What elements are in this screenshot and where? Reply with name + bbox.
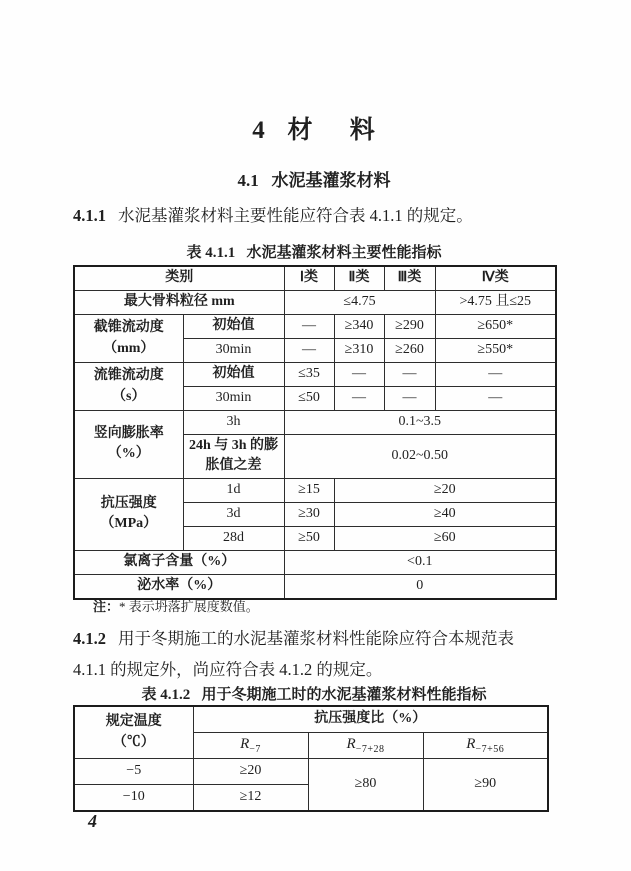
expansion-diff-value: 0.02~0.50 — [284, 435, 556, 479]
table-footnote — [93, 596, 259, 615]
clause-4-1-2 — [73, 623, 555, 685]
table-row-funnel-flow-initial — [74, 363, 556, 387]
table-row-cone-flow-initial — [74, 315, 556, 339]
section-title: 4.1 水泥基灌浆材料 — [237, 171, 391, 190]
max-aggregate-value-1-3: ≤4.75 — [284, 291, 435, 315]
table-cell: ≥650* — [435, 315, 556, 339]
r-symbol: R — [466, 736, 476, 752]
table-cell: ≥30 — [284, 502, 334, 526]
expansion-3h-label: 3h — [183, 411, 284, 435]
strength-28d-label: 28d — [183, 526, 284, 550]
footnote-text: * 表示坍落扩展度数值。 — [119, 599, 259, 614]
r-minus7-header — [193, 733, 308, 759]
expansion-diff-label — [183, 435, 284, 479]
clause-4-1-2-number: 4.1.2 — [73, 629, 106, 648]
table-row-header — [74, 706, 548, 733]
table-row-chloride — [74, 550, 556, 574]
header-class-2: Ⅱ类 — [334, 266, 384, 291]
table-cell: — — [384, 387, 435, 411]
strength-label — [74, 478, 183, 550]
table-4-1-1-caption: 表 4.1.1 水泥基灌浆材料主要性能指标 — [186, 245, 442, 261]
clause-4-1-1-text: 水泥基灌浆材料主要性能应符合表 4.1.1 的规定。 — [118, 206, 473, 225]
cone-flow-label — [74, 315, 183, 363]
header-class-4: Ⅳ类 — [435, 266, 556, 291]
strength-label-line2: （MPa） — [100, 516, 158, 532]
header-class-1: Ⅰ类 — [284, 266, 334, 291]
clause-4-1-1 — [73, 203, 555, 228]
table-cell: ≥15 — [284, 478, 334, 502]
chloride-value: <0.1 — [284, 550, 556, 574]
table-cell: ≥60 — [334, 526, 556, 550]
table-cell: — — [284, 315, 334, 339]
table-cell: ≥40 — [334, 502, 556, 526]
strength-label-line1: 抗压强度 — [100, 495, 157, 511]
table-cell: ≥50 — [284, 526, 334, 550]
clause-4-1-2-line1 — [73, 623, 555, 654]
table-4-1-1 — [73, 265, 557, 600]
funnel-flow-label — [74, 363, 183, 411]
header-class-3: Ⅲ类 — [384, 266, 435, 291]
temp-header — [74, 706, 193, 759]
temp-minus10: −10 — [74, 785, 193, 812]
temp-minus5: −5 — [74, 759, 193, 785]
table-row-strength-1d — [74, 478, 556, 502]
table-cell: ≤35 — [284, 363, 334, 387]
table-cell: ≥260 — [384, 339, 435, 363]
strength-3d-label: 3d — [183, 502, 284, 526]
temp-header-line2: （℃） — [112, 734, 155, 750]
table-cell: ≤50 — [284, 387, 334, 411]
funnel-flow-label-line1: 流锥流动度 — [93, 368, 164, 384]
table-cell: ≥340 — [334, 315, 384, 339]
r-subscript: −7 — [249, 744, 261, 755]
expansion-label-line2: （%） — [107, 446, 150, 462]
r-symbol: R — [240, 736, 250, 752]
expansion-diff-label-line1: 24h 与 3h 的膨 — [188, 438, 279, 453]
expansion-label-line1: 竖向膨胀率 — [93, 426, 164, 441]
table-4-1-2-caption: 表 4.1.2 用于冬期施工时的水泥基灌浆材料性能指标 — [141, 687, 487, 703]
funnel-flow-label-line2: （s） — [112, 388, 146, 404]
clause-4-1-2-text1: 用于冬期施工的水泥基灌浆材料性能除应符合本规范表 — [118, 629, 514, 648]
table-cell: ≥20 — [334, 478, 556, 502]
table-row-max-aggregate — [74, 291, 556, 315]
clause-4-1-2-line2: 4.1.1 的规定外，尚应符合表 4.1.2 的规定。 — [73, 660, 383, 679]
funnel-flow-initial-label: 初始值 — [183, 363, 284, 387]
table-4-1-2 — [73, 705, 549, 812]
expansion-3h-value: 0.1~3.5 — [284, 411, 556, 435]
header-category: 类别 — [74, 266, 284, 291]
chloride-label: 氯离子含量（%） — [74, 550, 284, 574]
table-cell: — — [435, 363, 556, 387]
cone-flow-30min-label: 30min — [183, 339, 284, 363]
table-cell: — — [334, 387, 384, 411]
table-cell: — — [334, 363, 384, 387]
max-aggregate-value-4: >4.75 且≤25 — [435, 291, 556, 315]
table-cell: — — [284, 339, 334, 363]
r-symbol: R — [346, 736, 356, 752]
page-content — [73, 0, 555, 871]
r-minus7-plus28-header — [308, 733, 423, 759]
table-row-header — [74, 266, 556, 291]
strength-ratio-header: 抗压强度比（%） — [193, 706, 548, 733]
table-cell: ≥90 — [423, 759, 548, 812]
r-minus7-plus56-header — [423, 733, 548, 759]
table-row-minus5 — [74, 759, 548, 785]
clause-4-1-1-number: 4.1.1 — [73, 206, 106, 225]
max-aggregate-label: 最大骨料粒径 mm — [74, 291, 284, 315]
table-cell: ≥310 — [334, 339, 384, 363]
cone-flow-label-line2: （mm） — [103, 340, 155, 356]
temp-header-line1: 规定温度 — [105, 714, 162, 730]
cone-flow-label-line1: 截锥流动度 — [93, 320, 164, 336]
bleeding-label: 泌水率（%） — [74, 574, 284, 599]
r-subscript: −7+56 — [475, 744, 505, 755]
expansion-diff-label-line2: 胀值之差 — [205, 458, 262, 474]
table-cell: ≥12 — [193, 785, 308, 812]
expansion-label — [74, 411, 183, 479]
table-cell: ≥20 — [193, 759, 308, 785]
table-row-bleeding — [74, 574, 556, 599]
table-cell: ≥550* — [435, 339, 556, 363]
table-cell: — — [435, 387, 556, 411]
funnel-flow-30min-label: 30min — [183, 387, 284, 411]
table-cell: ≥290 — [384, 315, 435, 339]
table-row-expansion-3h — [74, 411, 556, 435]
table-cell: ≥80 — [308, 759, 423, 812]
footnote-label: 注： — [93, 599, 120, 614]
r-subscript: −7+28 — [355, 744, 385, 755]
cone-flow-initial-label: 初始值 — [183, 315, 284, 339]
page-number: 4 — [88, 811, 97, 831]
chapter-title: 4 材 料 — [252, 117, 376, 144]
table-cell: — — [384, 363, 435, 387]
bleeding-value: 0 — [284, 574, 556, 599]
strength-1d-label: 1d — [183, 478, 284, 502]
